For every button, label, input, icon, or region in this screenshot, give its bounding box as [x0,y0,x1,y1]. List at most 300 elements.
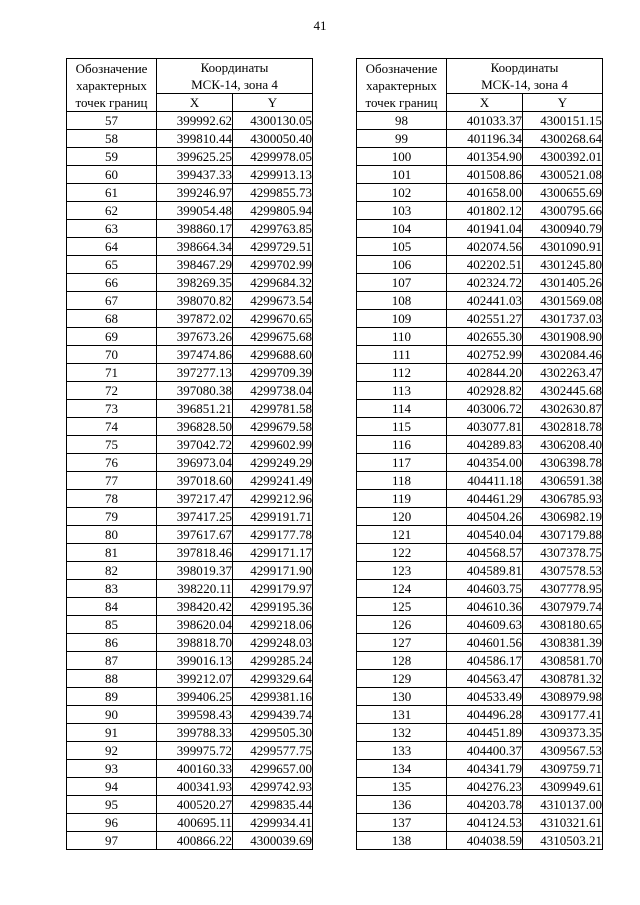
point-number-cell: 69 [67,328,157,346]
x-coordinate-cell: 402074.56 [447,238,523,256]
table-row [357,472,603,490]
point-number-cell: 133 [357,742,447,760]
table-row [357,742,603,760]
table-row [357,724,603,742]
x-coordinate-cell: 400866.22 [157,832,233,850]
y-coordinate-cell: 4299742.93 [233,778,313,796]
y-coordinate-cell: 4300039.69 [233,832,313,850]
table-row [357,220,603,238]
x-coordinate-cell: 396851.21 [157,400,233,418]
x-coordinate-cell: 397617.67 [157,526,233,544]
x-coordinate-cell: 399212.07 [157,670,233,688]
table-row [67,742,313,760]
point-number-cell: 65 [67,256,157,274]
y-coordinate-cell: 4299177.78 [233,526,313,544]
y-coordinate-cell: 4309177.41 [523,706,603,724]
x-header: X [447,94,523,112]
x-coordinate-cell: 404589.81 [447,562,523,580]
y-coordinate-cell: 4299763.85 [233,220,313,238]
x-coordinate-cell: 396973.04 [157,454,233,472]
point-number-cell: 136 [357,796,447,814]
y-coordinate-cell: 4300655.69 [523,184,603,202]
point-number-cell: 112 [357,364,447,382]
table-row [357,364,603,382]
point-number-cell: 125 [357,598,447,616]
table-row [357,328,603,346]
table-row [67,562,313,580]
table-row [67,382,313,400]
point-number-cell: 86 [67,634,157,652]
table-row [67,796,313,814]
y-coordinate-cell: 4302818.78 [523,418,603,436]
x-coordinate-cell: 398664.34 [157,238,233,256]
point-number-cell: 101 [357,166,447,184]
left-table-body [67,112,313,850]
table-row [357,634,603,652]
y-coordinate-cell: 4299978.05 [233,148,313,166]
x-coordinate-cell: 399054.48 [157,202,233,220]
point-number-cell: 93 [67,760,157,778]
y-coordinate-cell: 4299439.74 [233,706,313,724]
point-number-cell: 68 [67,310,157,328]
y-coordinate-cell: 4299709.39 [233,364,313,382]
table-row [67,724,313,742]
x-coordinate-cell: 401033.37 [447,112,523,130]
point-header-line: характерных [366,77,437,93]
y-coordinate-cell: 4299679.58 [233,418,313,436]
table-row [67,436,313,454]
table-row [67,670,313,688]
point-number-cell: 132 [357,724,447,742]
point-number-cell: 73 [67,400,157,418]
table-row [357,616,603,634]
y-coordinate-cell: 4299505.30 [233,724,313,742]
y-coordinate-cell: 4302263.47 [523,364,603,382]
table-row [357,598,603,616]
y-coordinate-cell: 4299241.49 [233,472,313,490]
y-coordinate-cell: 4300130.05 [233,112,313,130]
table-row [67,112,313,130]
point-number-cell: 99 [357,130,447,148]
x-coordinate-cell: 396828.50 [157,418,233,436]
x-coordinate-cell: 401196.34 [447,130,523,148]
table-row [67,292,313,310]
point-number-cell: 88 [67,670,157,688]
point-number-cell: 83 [67,580,157,598]
table-row [67,346,313,364]
x-coordinate-cell: 401354.90 [447,148,523,166]
x-coordinate-cell: 401941.04 [447,220,523,238]
table-row [67,652,313,670]
point-number-cell: 78 [67,490,157,508]
point-number-cell: 109 [357,310,447,328]
table-row [67,598,313,616]
x-coordinate-cell: 398019.37 [157,562,233,580]
y-coordinate-cell: 4300392.01 [523,148,603,166]
point-number-cell: 95 [67,796,157,814]
y-coordinate-cell: 4299781.58 [233,400,313,418]
point-number-cell: 137 [357,814,447,832]
y-coordinate-cell: 4300521.08 [523,166,603,184]
y-coordinate-cell: 4302630.87 [523,400,603,418]
table-row [357,580,603,598]
table-row [67,634,313,652]
point-number-cell: 97 [67,832,157,850]
y-coordinate-cell: 4310137.00 [523,796,603,814]
x-coordinate-cell: 398070.82 [157,292,233,310]
table-row [357,238,603,256]
point-number-cell: 90 [67,706,157,724]
x-coordinate-cell: 404411.18 [447,472,523,490]
y-coordinate-cell: 4299248.03 [233,634,313,652]
y-coordinate-cell: 4299191.71 [233,508,313,526]
y-coordinate-cell: 4299913.13 [233,166,313,184]
table-row [67,274,313,292]
x-coordinate-cell: 397018.60 [157,472,233,490]
coordinates-table-right [356,58,603,850]
y-coordinate-cell: 4308581.70 [523,652,603,670]
table-row [357,292,603,310]
table-row [357,706,603,724]
x-coordinate-cell: 397277.13 [157,364,233,382]
x-coordinate-cell: 403077.81 [447,418,523,436]
table-row [67,508,313,526]
table-row [67,364,313,382]
table-row [357,346,603,364]
y-coordinate-cell: 4300795.66 [523,202,603,220]
x-coordinate-cell: 398269.35 [157,274,233,292]
point-number-cell: 126 [357,616,447,634]
x-coordinate-cell: 404203.78 [447,796,523,814]
x-coordinate-cell: 404610.36 [447,598,523,616]
y-coordinate-cell: 4299602.99 [233,436,313,454]
table-row [67,418,313,436]
table-row [357,490,603,508]
x-coordinate-cell: 399975.72 [157,742,233,760]
x-coordinate-cell: 399625.25 [157,148,233,166]
x-coordinate-cell: 397673.26 [157,328,233,346]
y-header: Y [523,94,603,112]
y-header: Y [233,94,313,112]
point-number-cell: 116 [357,436,447,454]
x-coordinate-cell: 402752.99 [447,346,523,364]
coords-header [447,59,603,94]
x-coordinate-cell: 398620.04 [157,616,233,634]
point-number-cell: 77 [67,472,157,490]
point-number-cell: 67 [67,292,157,310]
x-coordinate-cell: 399246.97 [157,184,233,202]
x-coordinate-cell: 402844.20 [447,364,523,382]
point-number-cell: 76 [67,454,157,472]
y-coordinate-cell: 4299218.06 [233,616,313,634]
point-number-cell: 64 [67,238,157,256]
y-coordinate-cell: 4299212.96 [233,490,313,508]
y-coordinate-cell: 4300268.64 [523,130,603,148]
table-row [67,400,313,418]
point-number-cell: 103 [357,202,447,220]
x-coordinate-cell: 397417.25 [157,508,233,526]
y-coordinate-cell: 4299329.64 [233,670,313,688]
table-row [357,796,603,814]
x-coordinate-cell: 404451.89 [447,724,523,742]
point-number-cell: 131 [357,706,447,724]
x-coordinate-cell: 404609.63 [447,616,523,634]
point-number-cell: 110 [357,328,447,346]
coords-header-line: Координаты [200,60,269,75]
y-coordinate-cell: 4301090.91 [523,238,603,256]
x-coordinate-cell: 397818.46 [157,544,233,562]
x-coordinate-cell: 403006.72 [447,400,523,418]
y-coordinate-cell: 4299179.97 [233,580,313,598]
table-row [357,418,603,436]
x-coordinate-cell: 401508.86 [447,166,523,184]
point-number-cell: 58 [67,130,157,148]
table-row [67,616,313,634]
point-number-cell: 124 [357,580,447,598]
y-coordinate-cell: 4300050.40 [233,130,313,148]
x-coordinate-cell: 397474.86 [157,346,233,364]
x-coordinate-cell: 404568.57 [447,544,523,562]
point-number-cell: 70 [67,346,157,364]
y-coordinate-cell: 4302445.68 [523,382,603,400]
table-row [67,166,313,184]
y-coordinate-cell: 4307979.74 [523,598,603,616]
y-coordinate-cell: 4308381.39 [523,634,603,652]
point-number-cell: 60 [67,166,157,184]
point-number-cell: 129 [357,670,447,688]
table-row [67,328,313,346]
y-coordinate-cell: 4299381.16 [233,688,313,706]
point-header-line: точек границ [365,94,438,110]
point-header [357,59,447,112]
table-row [67,472,313,490]
point-number-cell: 119 [357,490,447,508]
y-coordinate-cell: 4306982.19 [523,508,603,526]
point-number-cell: 117 [357,454,447,472]
y-coordinate-cell: 4306591.38 [523,472,603,490]
point-number-cell: 115 [357,418,447,436]
y-coordinate-cell: 4299702.99 [233,256,313,274]
y-coordinate-cell: 4299675.68 [233,328,313,346]
y-coordinate-cell: 4299195.36 [233,598,313,616]
x-coordinate-cell: 402551.27 [447,310,523,328]
point-header-line: Обозначение [365,60,438,76]
x-coordinate-cell: 402324.72 [447,274,523,292]
point-number-cell: 118 [357,472,447,490]
table-row [357,436,603,454]
x-coordinate-cell: 404601.56 [447,634,523,652]
table-row [67,526,313,544]
y-coordinate-cell: 4299835.44 [233,796,313,814]
table-row [357,166,603,184]
x-coordinate-cell: 404276.23 [447,778,523,796]
table-row [67,184,313,202]
point-number-cell: 134 [357,760,447,778]
point-number-cell: 59 [67,148,157,166]
point-number-cell: 63 [67,220,157,238]
point-number-cell: 114 [357,400,447,418]
x-coordinate-cell: 398818.70 [157,634,233,652]
point-number-cell: 121 [357,526,447,544]
point-number-cell: 135 [357,778,447,796]
table-row [357,256,603,274]
table-row [357,562,603,580]
point-number-cell: 98 [357,112,447,130]
y-coordinate-cell: 4299171.17 [233,544,313,562]
point-number-cell: 106 [357,256,447,274]
x-coordinate-cell: 404540.04 [447,526,523,544]
table-row [67,544,313,562]
x-coordinate-cell: 401658.00 [447,184,523,202]
y-coordinate-cell: 4300151.15 [523,112,603,130]
point-number-cell: 82 [67,562,157,580]
point-number-cell: 79 [67,508,157,526]
y-coordinate-cell: 4309567.53 [523,742,603,760]
point-number-cell: 120 [357,508,447,526]
y-coordinate-cell: 4299577.75 [233,742,313,760]
coordinates-table-left [66,58,313,850]
point-number-cell: 108 [357,292,447,310]
x-coordinate-cell: 398860.17 [157,220,233,238]
table-row [357,148,603,166]
x-coordinate-cell: 404586.17 [447,652,523,670]
y-coordinate-cell: 4299805.94 [233,202,313,220]
y-coordinate-cell: 4308180.65 [523,616,603,634]
point-number-cell: 91 [67,724,157,742]
table-row [67,202,313,220]
x-header: X [157,94,233,112]
table-row [67,814,313,832]
y-coordinate-cell: 4301245.80 [523,256,603,274]
table-row [67,580,313,598]
y-coordinate-cell: 4299729.51 [233,238,313,256]
x-coordinate-cell: 398420.42 [157,598,233,616]
point-number-cell: 75 [67,436,157,454]
point-number-cell: 130 [357,688,447,706]
y-coordinate-cell: 4306208.40 [523,436,603,454]
point-number-cell: 122 [357,544,447,562]
x-coordinate-cell: 399598.43 [157,706,233,724]
point-header [67,59,157,112]
table-row [67,832,313,850]
x-coordinate-cell: 404603.75 [447,580,523,598]
x-coordinate-cell: 397042.72 [157,436,233,454]
x-coordinate-cell: 399406.25 [157,688,233,706]
point-number-cell: 57 [67,112,157,130]
coords-header-line: МСК-14, зона 4 [481,77,568,92]
y-coordinate-cell: 4300940.79 [523,220,603,238]
y-coordinate-cell: 4307179.88 [523,526,603,544]
point-number-cell: 111 [357,346,447,364]
table-row [67,130,313,148]
x-coordinate-cell: 404563.47 [447,670,523,688]
x-coordinate-cell: 400160.33 [157,760,233,778]
point-number-cell: 138 [357,832,447,850]
y-coordinate-cell: 4309373.35 [523,724,603,742]
table-row [357,202,603,220]
table-row [357,310,603,328]
y-coordinate-cell: 4310503.21 [523,832,603,850]
x-coordinate-cell: 397872.02 [157,310,233,328]
y-coordinate-cell: 4299673.54 [233,292,313,310]
point-number-cell: 127 [357,634,447,652]
point-number-cell: 81 [67,544,157,562]
y-coordinate-cell: 4299249.29 [233,454,313,472]
coords-header-line: МСК-14, зона 4 [191,77,278,92]
table-row [357,274,603,292]
point-number-cell: 85 [67,616,157,634]
x-coordinate-cell: 400695.11 [157,814,233,832]
y-coordinate-cell: 4306398.78 [523,454,603,472]
table-row [357,652,603,670]
table-row [67,256,313,274]
y-coordinate-cell: 4306785.93 [523,490,603,508]
table-row [67,760,313,778]
x-coordinate-cell: 404124.53 [447,814,523,832]
x-coordinate-cell: 400341.93 [157,778,233,796]
point-number-cell: 72 [67,382,157,400]
y-coordinate-cell: 4302084.46 [523,346,603,364]
table-row [357,814,603,832]
point-header-line: характерных [76,77,147,93]
x-coordinate-cell: 404461.29 [447,490,523,508]
table-row [67,706,313,724]
y-coordinate-cell: 4301737.03 [523,310,603,328]
x-coordinate-cell: 404289.83 [447,436,523,454]
y-coordinate-cell: 4299285.24 [233,652,313,670]
x-coordinate-cell: 404354.00 [447,454,523,472]
table-row [67,238,313,256]
point-number-cell: 74 [67,418,157,436]
x-coordinate-cell: 404496.28 [447,706,523,724]
y-coordinate-cell: 4307378.75 [523,544,603,562]
table-row [67,454,313,472]
y-coordinate-cell: 4308979.98 [523,688,603,706]
x-coordinate-cell: 402928.82 [447,382,523,400]
y-coordinate-cell: 4299688.60 [233,346,313,364]
table-row [67,490,313,508]
point-number-cell: 123 [357,562,447,580]
page-number: 41 [313,18,327,33]
x-coordinate-cell: 404533.49 [447,688,523,706]
point-number-cell: 71 [67,364,157,382]
table-row [67,688,313,706]
point-number-cell: 92 [67,742,157,760]
table-row [357,508,603,526]
point-number-cell: 94 [67,778,157,796]
point-number-cell: 105 [357,238,447,256]
y-coordinate-cell: 4299657.00 [233,760,313,778]
right-table-body [357,112,603,850]
x-coordinate-cell: 402655.30 [447,328,523,346]
x-coordinate-cell: 400520.27 [157,796,233,814]
x-coordinate-cell: 404400.37 [447,742,523,760]
point-number-cell: 61 [67,184,157,202]
x-coordinate-cell: 404038.59 [447,832,523,850]
x-coordinate-cell: 397080.38 [157,382,233,400]
x-coordinate-cell: 404504.26 [447,508,523,526]
y-coordinate-cell: 4307578.53 [523,562,603,580]
y-coordinate-cell: 4299684.32 [233,274,313,292]
table-row [357,400,603,418]
y-coordinate-cell: 4301908.90 [523,328,603,346]
point-number-cell: 107 [357,274,447,292]
x-coordinate-cell: 402202.51 [447,256,523,274]
point-number-cell: 128 [357,652,447,670]
y-coordinate-cell: 4301405.26 [523,274,603,292]
y-coordinate-cell: 4309949.61 [523,778,603,796]
x-coordinate-cell: 398467.29 [157,256,233,274]
